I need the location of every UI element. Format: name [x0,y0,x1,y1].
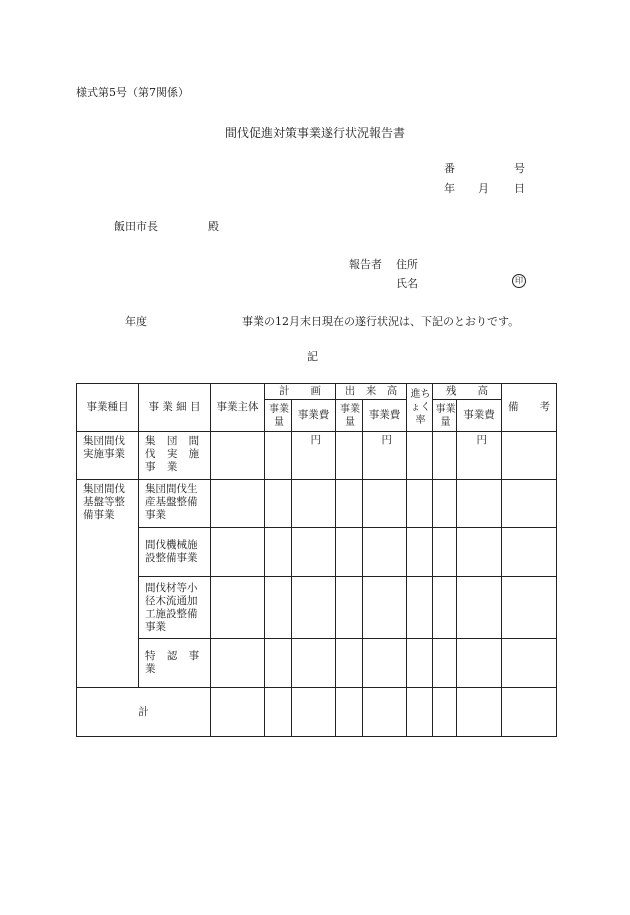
header-actual-qty: 事業量 [336,400,363,432]
actual-qty-cell [336,480,363,528]
honorific: 殿 [208,220,219,233]
actual-qty-cell [336,528,363,577]
ki-label: 記 [307,350,318,363]
remaining-cost-cell [457,480,502,528]
plan-cost-cell: 円 [292,432,336,480]
header-business-detail: 事 業 細 目 [139,384,211,432]
progress-cell [407,639,433,688]
progress-cell [407,528,433,577]
remarks-cell [502,688,557,737]
actual-qty-cell [336,432,363,480]
report-statement: 事業の12月末日現在の遂行状況は、下記のとおりです。 [242,315,520,328]
progress-cell [407,432,433,480]
table-row [77,639,557,688]
remaining-cost-cell: 円 [457,432,502,480]
plan-cost-cell [292,688,336,737]
progress-cell [407,577,433,639]
plan-qty-cell [265,577,292,639]
total-row [77,688,557,737]
year-label: 年 [444,182,455,195]
plan-qty-cell [265,480,292,528]
plan-qty-cell [265,688,292,737]
number-suffix-label: 号 [514,162,525,175]
table-row [77,432,557,480]
header-progress-rate: 進ちょく率 [407,384,433,432]
header-remaining: 残 高 [433,384,502,400]
actual-qty-cell [336,639,363,688]
plan-cost-cell [292,577,336,639]
remarks-cell [502,577,557,639]
actual-cost-cell [363,688,407,737]
header-business-type: 事業種目 [77,384,139,432]
remarks-cell [502,480,557,528]
actual-cost-cell [363,528,407,577]
recipient: 飯田市長 [114,220,158,233]
remaining-cost-cell [457,577,502,639]
table-row [77,577,557,639]
header-plan-cost: 事業費 [292,400,336,432]
header-plan-qty: 事業量 [265,400,292,432]
remarks-cell [502,432,557,480]
type-cell: 集団間伐基盤等整備事業 [77,480,139,688]
entity-cell [211,577,265,639]
detail-cell: 間伐材等小径木流通加工施設整備事業 [139,577,211,639]
progress-cell [407,480,433,528]
remarks-cell [502,528,557,577]
plan-cost-cell [292,480,336,528]
entity-cell [211,688,265,737]
form-number: 様式第5号（第7関係） [76,86,189,99]
remaining-cost-cell [457,639,502,688]
actual-qty-cell [336,688,363,737]
header-plan: 計 画 [265,384,336,400]
entity-cell [211,639,265,688]
plan-qty-cell [265,432,292,480]
plan-qty-cell [265,528,292,577]
table-row [77,480,557,528]
actual-cost-cell: 円 [363,432,407,480]
header-remarks: 備 考 [502,384,557,432]
detail-cell: 間伐機械施設整備事業 [139,528,211,577]
entity-cell [211,480,265,528]
plan-qty-cell [265,639,292,688]
actual-cost-cell [363,639,407,688]
number-label: 番 [444,162,455,175]
address-label: 住所 [396,258,418,271]
detail-cell: 特 認 事 業 [139,639,211,688]
status-report-table [76,383,557,737]
detail-cell: 集団間伐生産基盤整備事業 [139,480,211,528]
actual-qty-cell [336,577,363,639]
header-business-entity: 事業主体 [211,384,265,432]
remaining-qty-cell [433,639,457,688]
remaining-cost-cell [457,528,502,577]
actual-cost-cell [363,480,407,528]
plan-cost-cell [292,639,336,688]
reporter-label: 報告者 [349,258,382,271]
header-actual: 出 来 高 [336,384,407,400]
entity-cell [211,528,265,577]
entity-cell [211,432,265,480]
remaining-qty-cell [433,528,457,577]
remaining-qty-cell [433,480,457,528]
header-remaining-cost: 事業費 [457,400,502,432]
document-title: 間伐促進対策事業遂行状況報告書 [224,126,405,140]
remarks-cell [502,639,557,688]
remaining-cost-cell [457,688,502,737]
day-label: 日 [514,182,525,195]
remaining-qty-cell [433,432,457,480]
table-row [77,528,557,577]
header-actual-cost: 事業費 [363,400,407,432]
type-cell: 集団間伐実施事業 [77,432,139,480]
month-label: 月 [478,182,489,195]
detail-cell: 集 団 間 伐 実 施 事 業 [139,432,211,480]
name-label: 氏名 [396,277,418,290]
remaining-qty-cell [433,577,457,639]
progress-cell [407,688,433,737]
plan-cost-cell [292,528,336,577]
header-remaining-qty: 事業量 [433,400,457,432]
remaining-qty-cell [433,688,457,737]
total-label: 計 [77,688,211,737]
actual-cost-cell [363,577,407,639]
fiscal-year-label: 年度 [125,315,147,328]
seal-mark: 印 [512,274,526,288]
